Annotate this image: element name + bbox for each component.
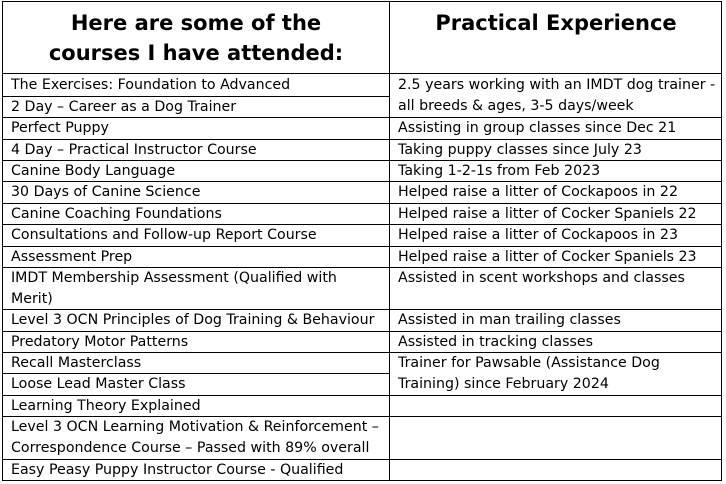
header-divider [3,73,721,74]
course-cell: 30 Days of Canine Science [11,184,201,200]
experience-cell: Assisted in man trailing classes [398,312,621,328]
courses-experience-table [2,1,722,481]
course-cell: Level 3 OCN Principles of Dog Training & Behaviour [11,312,375,328]
experience-cell: Assisting in group classes since Dec 21 [398,120,677,136]
course-cell: Canine Body Language [11,163,176,179]
course-cell: IMDT Membership Assessment (Qualified with Merit) [11,270,337,307]
row-divider [390,459,721,460]
course-cell: Assessment Prep [11,249,133,265]
row-divider [390,416,721,417]
course-cell: Canine Coaching Foundations [11,206,222,222]
experience-cell: Trainer for Pawsable (Assistance Dog Training) since February 2024 [398,355,660,392]
course-cell: Perfect Puppy [11,120,109,136]
course-cell: Consultations and Follow-up Report Course [11,227,317,243]
experience-cell: Helped raise a litter of Cocker Spaniels 23 [398,249,697,265]
experience-cell: Helped raise a litter of Cockapoos in 22 [398,184,678,200]
row-divider [390,395,721,396]
course-cell: Learning Theory Explained [11,398,201,414]
course-cell: 4 Day – Practical Instructor Course [11,142,257,158]
experience-cell: Helped raise a litter of Cocker Spaniels 22 [398,206,697,222]
course-cell: Loose Lead Master Class [11,376,186,392]
experience-cell: Helped raise a litter of Cockapoos in 23 [398,227,678,243]
experience-header: Practical Experience [435,11,677,35]
course-cell: The Exercises: Foundation to Advanced [11,77,291,93]
experience-cell: Taking 1-2-1s from Feb 2023 [398,163,601,179]
course-cell: Easy Peasy Puppy Instructor Course - Qualified [11,462,344,478]
experience-cell: Taking puppy classes since July 23 [398,142,642,158]
courses-header: Here are some of the courses I have attended: [48,11,344,65]
experience-cell: Assisted in scent workshops and classes [398,270,685,286]
course-cell: Level 3 OCN Learning Motivation & Reinforcement – Correspondence Course – Passed with 89% overall [11,419,379,456]
course-cell: Recall Masterclass [11,355,142,371]
experience-cell: 2.5 years working with an IMDT dog trainer - all breeds & ages, 3-5 days/week [398,77,716,114]
course-cell: 2 Day – Career as a Dog Trainer [11,99,237,115]
experience-cell: Assisted in tracking classes [398,334,593,350]
course-cell: Predatory Motor Patterns [11,334,189,350]
